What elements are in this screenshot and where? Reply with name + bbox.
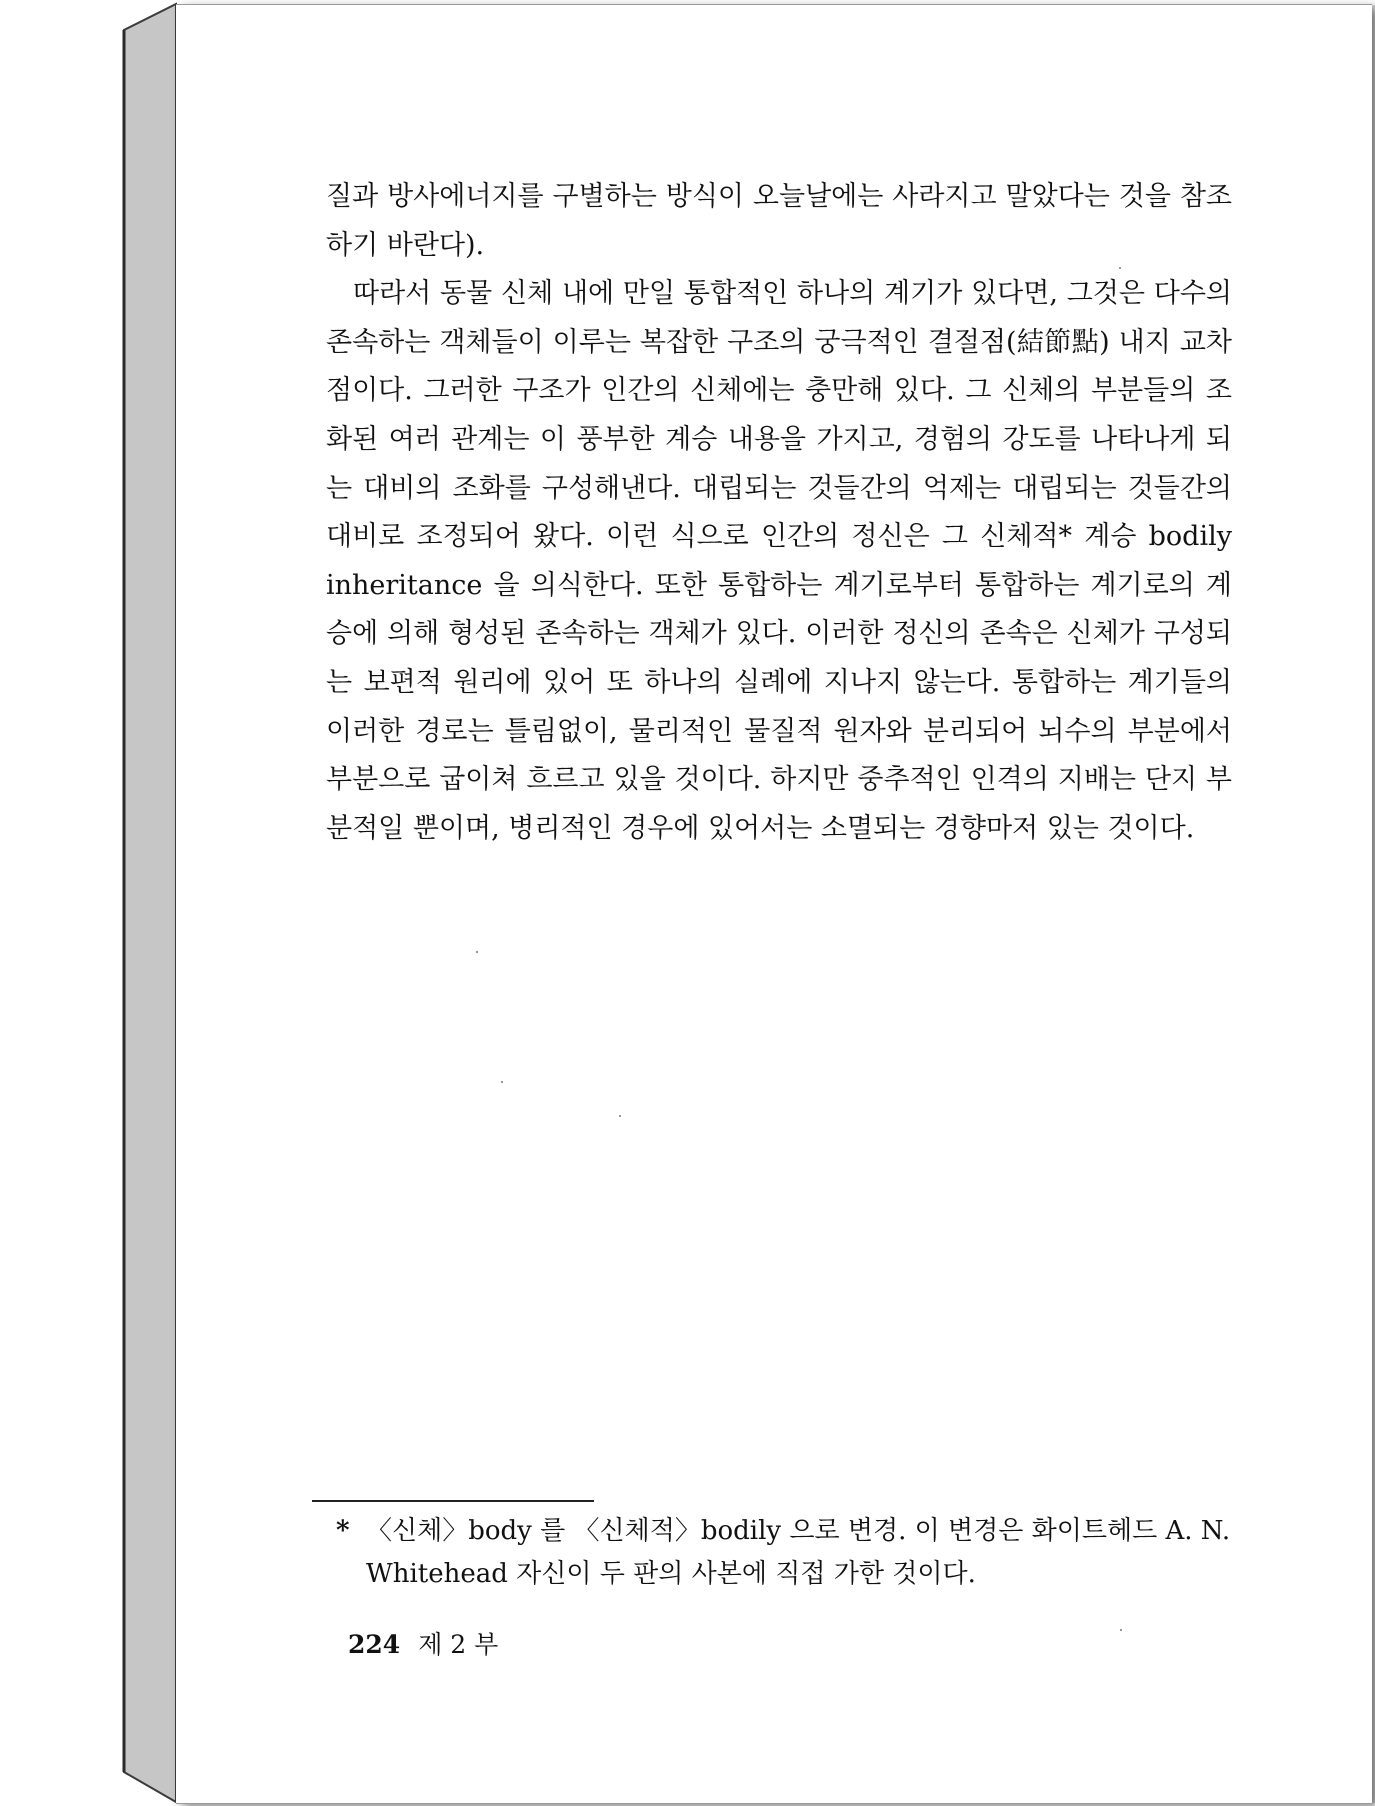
book-page — [176, 4, 1372, 1804]
footnote-line-2: Whitehead 자신이 두 판의 사본에 직접 가한 것이다. — [366, 1559, 976, 1589]
print-speck — [501, 1081, 503, 1083]
footnote-divider — [312, 1500, 594, 1502]
paragraph-1: 질과 방사에너지를 구별하는 방식이 오늘날에는 사라지고 말았다는 것을 참조하기 바란다). — [326, 181, 1232, 261]
paragraph-2: 따라서 동물 신체 내에 만일 통합적인 하나의 계기가 있다면, 그것은 다수의 존속하는 객체들이 이루는 복잡한 구조의 궁극적인 결절점(結節點) 내지 교차점이다. 그러한 구조가 인간의 신체에는 충만해 있다. 그 신체의 부분들의 조화된 여러 관계는 이 풍부한 계승 내용을 가지고, 경험의 강도를 나타나게 되는 대비의 조화를 구성해낸다. 대립되는 것들간의 억제는 대립되는 것들간의 대비로 조정되어 왔다. 이런 식으로 인간의 정신은 그 신체적* 계승 bodily inheritance 을 의식한다. 또한 통합하는 계기로부터 통합하는 계기로의 계승에 의해 형성된 존속하는 객체가 있다. 이러한 정신의 존속은 신체가 구성되는 보편적 원리에 있어 또 하나의 실례에 지나지 않는다. 통합하는 계기들의 이러한 경로는 틀림없이, 물리적인 물질적 원자와 분리되어 뇌수의 부분에서 부분으로 굽이쳐 흐르고 있을 것이다. 하지만 중추적인 인격의 지배는 단지 부분적일 뿐이며, 병리적인 경우에 있어서는 소멸되는 경향마저 있는 것이다. — [326, 278, 1232, 844]
footnote-marker: * — [336, 1516, 350, 1546]
print-speck — [619, 1115, 621, 1117]
footnote-line-1 — [336, 1510, 1236, 1553]
page-number: 224 — [348, 1630, 401, 1659]
print-speck — [476, 951, 478, 953]
print-speck — [1120, 1629, 1122, 1631]
footnote — [336, 1510, 1236, 1596]
page-footer — [348, 1625, 498, 1661]
body-text — [326, 173, 1232, 853]
footnote-text-1: 〈신체〉body 를 〈신체적〉bodily 으로 변경. 이 변경은 화이트헤드 A. N. — [366, 1516, 1231, 1546]
part-label: 제 2 부 — [418, 1630, 499, 1659]
print-speck — [1119, 267, 1121, 269]
